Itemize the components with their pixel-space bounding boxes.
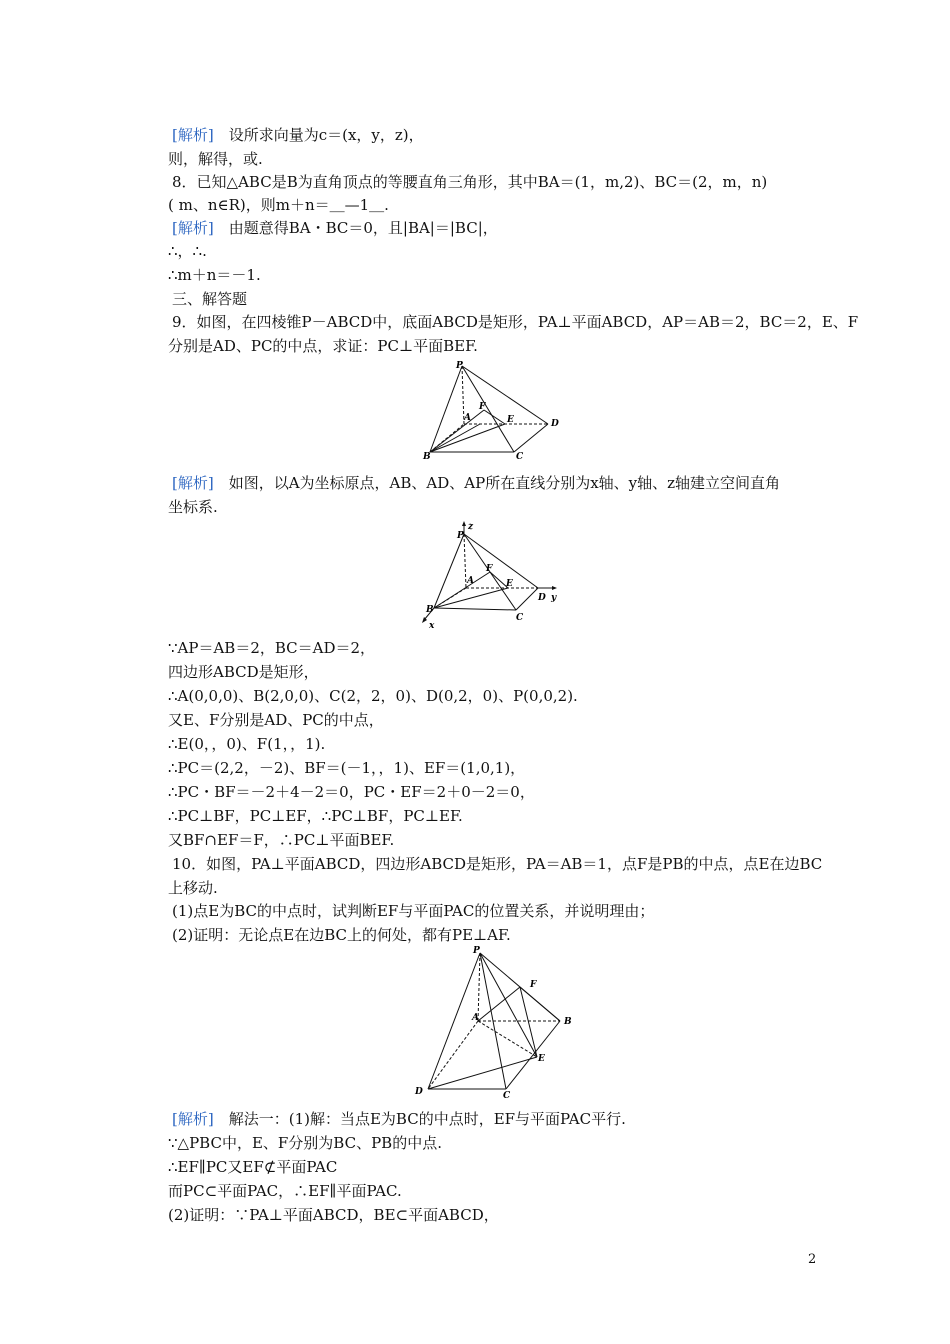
line-text: 10．如图，PA⊥平面ABCD，四边形ABCD是矩形，PA＝AB＝1，点F是PB的中点，点E在边BC: [172, 855, 823, 873]
line-text: ∵△PBC中，E、F分别为BC、PB的中点.: [168, 1134, 442, 1152]
line-text: 分别是AD、PC的中点，求证：PC⊥平面BEF.: [168, 337, 478, 355]
text-line: [168, 757, 525, 779]
line-text: ∴A(0,0,0)、B(2,0,0)、C(2，2，0)、D(0,2，0)、P(0,0,2).: [168, 687, 578, 705]
text-line: [168, 1156, 337, 1178]
text-line: [168, 877, 218, 899]
label-D: D: [415, 1087, 423, 1097]
label-B: B: [426, 605, 434, 615]
label-z: z: [468, 522, 474, 532]
line-text: (2)证明：无论点E在边BC上的何处，都有PE⊥AF.: [172, 926, 511, 944]
line-text: ∴EF∥PC又EF⊄平面PAC: [168, 1158, 338, 1176]
line-text: 8．已知△ABC是B为直角顶点的等腰直角三角形，其中BA＝(1，m,2)、BC＝(2，m，n): [172, 173, 768, 191]
text-line: [168, 194, 389, 216]
text-line: [168, 661, 319, 683]
text-line: [172, 171, 767, 193]
text-line: [168, 733, 325, 755]
line-text: ( m、n∈R)，则m＋n＝＿—1＿.: [168, 196, 389, 214]
text-line: [172, 472, 780, 494]
line-text: 则，解得，或.: [168, 150, 263, 168]
line-text: ∵AP＝AB＝2，BC＝AD＝2，: [168, 639, 376, 657]
label-E: E: [538, 1054, 545, 1064]
label-C: C: [516, 452, 524, 462]
label-P: P: [473, 946, 480, 956]
line-text: ∴E(0，，0)、F(1，，1).: [168, 735, 326, 753]
label-A: A: [464, 413, 471, 423]
label-D: D: [538, 593, 546, 603]
figure-pyramid-1: [420, 360, 570, 462]
line-text: 由题意得BA・BC＝0，且|BA|＝|BC|，: [213, 219, 498, 237]
text-line: [168, 335, 478, 357]
label-D: D: [551, 419, 559, 429]
text-line: [168, 1180, 402, 1202]
line-text: 如图，以A为坐标原点，AB、AD、AP所在直线分别为x轴、y轴、z轴建立空间直角: [213, 474, 781, 492]
label-y: y: [551, 593, 557, 603]
text-line: [168, 709, 384, 731]
label-x: x: [429, 621, 435, 630]
text-line: [168, 1204, 499, 1226]
analysis-tag: [解析]: [172, 126, 214, 144]
text-line: [172, 217, 498, 239]
text-line: [168, 240, 207, 262]
line-text: 三、解答题: [172, 290, 248, 308]
text-line: [172, 311, 858, 333]
label-B: B: [423, 452, 431, 462]
label-C: C: [503, 1091, 511, 1098]
line-text: ∴PC・BF＝－2＋4－2＝0，PC・EF＝2＋0－2＝0，: [168, 783, 535, 801]
line-text: 上移动.: [168, 879, 218, 897]
label-C: C: [516, 613, 524, 623]
line-text: ∴m＋n＝－1.: [168, 266, 261, 284]
text-line: [172, 288, 247, 310]
label-F: F: [479, 402, 486, 412]
figure-pyramid-2: [410, 943, 580, 1098]
text-line: [168, 637, 375, 659]
line-text: 坐标系.: [168, 498, 218, 516]
line-text: (2)证明：∵PA⊥平面ABCD，BE⊂平面ABCD，: [168, 1206, 499, 1224]
label-P: P: [457, 531, 464, 541]
line-text: (1)点E为BC的中点时，试判断EF与平面PAC的位置关系，并说明理由；: [172, 902, 655, 920]
line-text: 而PC⊂平面PAC，∴EF∥平面PAC.: [168, 1182, 402, 1200]
text-line: [172, 124, 424, 146]
line-text: 又E、F分别是AD、PC的中点，: [168, 711, 384, 729]
line-text: 解法一：(1)解：当点E为BC的中点时，EF与平面PAC平行.: [213, 1110, 626, 1128]
label-F: F: [530, 980, 537, 990]
label-E: E: [506, 579, 513, 589]
line-text: ∴PC⊥BF，PC⊥EF，∴PC⊥BF，PC⊥EF.: [168, 807, 463, 825]
label-A: A: [472, 1013, 479, 1023]
text-line: [168, 264, 261, 286]
label-E: E: [507, 415, 514, 425]
line-text: ∴PC＝(2,2，－2)、BF＝(－1，，1)、EF＝(1,0,1)，: [168, 759, 526, 777]
text-line: [172, 853, 822, 875]
analysis-tag: [解析]: [172, 219, 214, 237]
line-text: 又BF∩EF＝F，∴PC⊥平面BEF.: [168, 831, 395, 849]
figure-pyramid-axes: [420, 520, 570, 630]
text-line: [168, 829, 394, 851]
text-line: [168, 148, 263, 170]
label-B: B: [564, 1017, 572, 1027]
label-A: A: [467, 576, 474, 586]
analysis-tag: [解析]: [172, 1110, 214, 1128]
label-F: F: [486, 564, 493, 574]
text-line: [168, 685, 578, 707]
line-text: 四边形ABCD是矩形，: [168, 663, 319, 681]
label-P: P: [456, 361, 463, 371]
page-number: 2: [808, 1252, 817, 1267]
analysis-tag: [解析]: [172, 474, 214, 492]
line-text: 设所求向量为c＝(x，y，z)，: [213, 126, 424, 144]
text-line: [172, 900, 654, 922]
text-line: [168, 1132, 442, 1154]
text-line: [168, 805, 463, 827]
line-text: 9．如图，在四棱锥P－ABCD中，底面ABCD是矩形，PA⊥平面ABCD，AP＝AB＝2，BC＝2，E、F: [172, 313, 859, 331]
text-line: [168, 496, 218, 518]
text-line: [172, 1108, 626, 1130]
text-line: [168, 781, 535, 803]
line-text: ∴，∴.: [168, 242, 207, 260]
